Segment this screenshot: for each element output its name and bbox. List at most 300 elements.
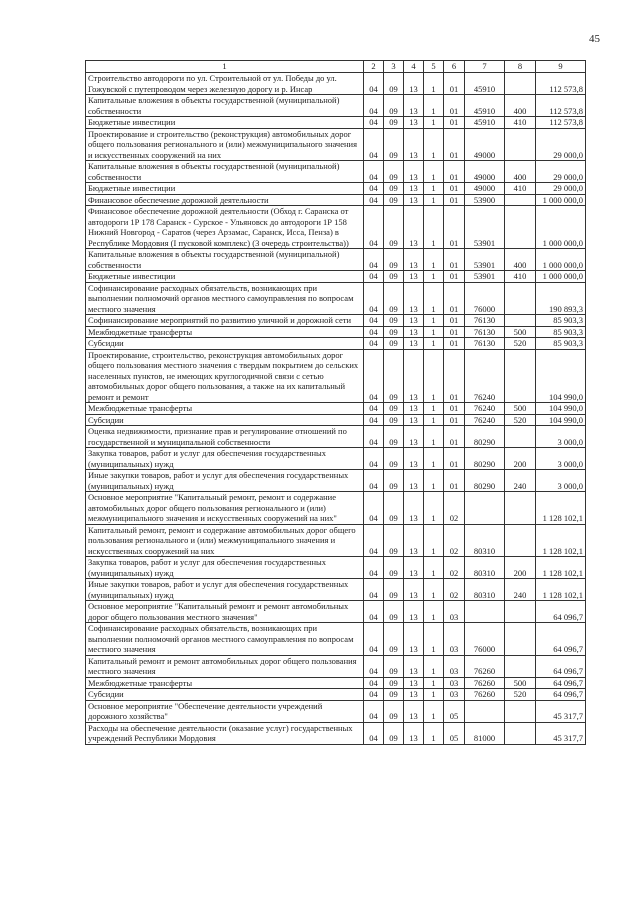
program-cell: 13 <box>404 524 424 557</box>
expense-type-cell <box>505 655 536 677</box>
activity-cell: 01 <box>444 448 465 470</box>
subprogram-cell: 1 <box>424 161 444 183</box>
activity-cell: 01 <box>444 338 465 350</box>
activity-cell: 03 <box>444 677 465 689</box>
program-cell: 13 <box>404 282 424 315</box>
subsection-cell: 09 <box>384 426 404 448</box>
table-row <box>86 601 586 623</box>
activity-cell: 03 <box>444 655 465 677</box>
activity-cell: 02 <box>444 557 465 579</box>
description-cell: Финансовое обеспечение дорожной деятельности (Обход г. Саранска от автодороги 1Р 178 Саранск - Сурское - Ульяновск до автодороги 1Р 158 Нижний Новгород - Саратов (через Арзамас, Саранск, Исса, Пенза) в Республике Мордовия (I пусковой комплекс) (3 очередь строительства)) <box>86 206 364 249</box>
direction-cell: 80310 <box>465 557 505 579</box>
subsection-cell: 09 <box>384 326 404 338</box>
amount-cell: 1 000 000,0 <box>536 194 586 206</box>
program-cell: 13 <box>404 623 424 656</box>
amount-cell: 1 000 000,0 <box>536 249 586 271</box>
subsection-cell: 09 <box>384 315 404 327</box>
activity-cell: 01 <box>444 128 465 161</box>
activity-cell: 01 <box>444 315 465 327</box>
subprogram-cell: 1 <box>424 492 444 525</box>
section-cell: 04 <box>364 128 384 161</box>
direction-cell: 76000 <box>465 282 505 315</box>
description-cell: Бюджетные инвестиции <box>86 183 364 195</box>
subprogram-cell: 1 <box>424 117 444 129</box>
subsection-cell: 09 <box>384 349 404 403</box>
header-cell: 9 <box>536 61 586 73</box>
section-cell: 04 <box>364 194 384 206</box>
expense-type-cell <box>505 722 536 744</box>
amount-cell: 45 317,7 <box>536 700 586 722</box>
subsection-cell: 09 <box>384 601 404 623</box>
amount-cell: 64 096,7 <box>536 655 586 677</box>
subprogram-cell: 1 <box>424 524 444 557</box>
direction-cell: 76240 <box>465 403 505 415</box>
subsection-cell: 09 <box>384 524 404 557</box>
subprogram-cell: 1 <box>424 282 444 315</box>
amount-cell: 104 990,0 <box>536 349 586 403</box>
description-cell: Капитальный ремонт, ремонт и содержание автомобильных дорог общего пользования регионального и (или) межмуниципального значения и искусственных сооружений на них <box>86 524 364 557</box>
description-cell: Расходы на обеспечение деятельности (оказание услуг) государственных учреждений Республики Мордовия <box>86 722 364 744</box>
subsection-cell: 09 <box>384 95 404 117</box>
page-number: 45 <box>589 33 600 45</box>
description-cell: Строительство автодороги по ул. Строительной от ул. Победы до ул. Гожувской с путепроводом через железную дорогу и р. Инсар <box>86 73 364 95</box>
table-row <box>86 689 586 701</box>
expense-type-cell: 410 <box>505 183 536 195</box>
header-cell: 5 <box>424 61 444 73</box>
expense-type-cell: 410 <box>505 117 536 129</box>
header-row <box>86 61 586 73</box>
amount-cell: 1 000 000,0 <box>536 206 586 249</box>
table-row <box>86 315 586 327</box>
subprogram-cell: 1 <box>424 206 444 249</box>
description-cell: Софинансирование расходных обязательств, возникающих при выполнении полномочий органов местного самоуправления по вопросам местного значения <box>86 282 364 315</box>
expense-type-cell <box>505 623 536 656</box>
section-cell: 04 <box>364 161 384 183</box>
direction-cell: 80310 <box>465 579 505 601</box>
subprogram-cell: 1 <box>424 249 444 271</box>
direction-cell <box>465 492 505 525</box>
description-cell: Иные закупки товаров, работ и услуг для обеспечения государственных (муниципальных) нужд <box>86 470 364 492</box>
amount-cell: 85 903,3 <box>536 326 586 338</box>
section-cell: 04 <box>364 326 384 338</box>
program-cell: 13 <box>404 579 424 601</box>
table-row <box>86 470 586 492</box>
direction-cell: 45910 <box>465 117 505 129</box>
subsection-cell: 09 <box>384 655 404 677</box>
activity-cell: 01 <box>444 271 465 283</box>
subprogram-cell: 1 <box>424 677 444 689</box>
header-cell: 6 <box>444 61 465 73</box>
section-cell: 04 <box>364 579 384 601</box>
section-cell: 04 <box>364 315 384 327</box>
subsection-cell: 09 <box>384 338 404 350</box>
section-cell: 04 <box>364 403 384 415</box>
description-cell: Основное мероприятие "Обеспечение деятельности учреждений дорожного хозяйства" <box>86 700 364 722</box>
expense-type-cell: 410 <box>505 271 536 283</box>
direction-cell: 76130 <box>465 326 505 338</box>
description-cell: Межбюджетные трансферты <box>86 326 364 338</box>
expense-type-cell <box>505 128 536 161</box>
table-row <box>86 338 586 350</box>
subprogram-cell: 1 <box>424 73 444 95</box>
header-cell: 8 <box>505 61 536 73</box>
expense-type-cell: 520 <box>505 338 536 350</box>
subsection-cell: 09 <box>384 117 404 129</box>
expense-type-cell: 520 <box>505 414 536 426</box>
section-cell: 04 <box>364 470 384 492</box>
table-row <box>86 623 586 656</box>
amount-cell: 29 000,0 <box>536 183 586 195</box>
amount-cell: 1 128 102,1 <box>536 492 586 525</box>
activity-cell: 01 <box>444 73 465 95</box>
program-cell: 13 <box>404 194 424 206</box>
expense-type-cell <box>505 700 536 722</box>
expense-type-cell <box>505 282 536 315</box>
amount-cell: 1 128 102,1 <box>536 579 586 601</box>
expense-type-cell <box>505 601 536 623</box>
description-cell: Субсидии <box>86 414 364 426</box>
direction-cell: 80290 <box>465 448 505 470</box>
description-cell: Закупка товаров, работ и услуг для обеспечения государственных (муниципальных) нужд <box>86 448 364 470</box>
direction-cell: 76260 <box>465 689 505 701</box>
subsection-cell: 09 <box>384 194 404 206</box>
activity-cell: 01 <box>444 117 465 129</box>
section-cell: 04 <box>364 677 384 689</box>
activity-cell: 01 <box>444 349 465 403</box>
description-cell: Капитальные вложения в объекты государственной (муниципальной) собственности <box>86 95 364 117</box>
program-cell: 13 <box>404 557 424 579</box>
description-cell: Субсидии <box>86 689 364 701</box>
table-row <box>86 128 586 161</box>
subprogram-cell: 1 <box>424 338 444 350</box>
table-row <box>86 249 586 271</box>
table-row <box>86 403 586 415</box>
section-cell: 04 <box>364 249 384 271</box>
subprogram-cell: 1 <box>424 271 444 283</box>
amount-cell: 104 990,0 <box>536 403 586 415</box>
direction-cell: 49000 <box>465 161 505 183</box>
description-cell: Софинансирование расходных обязательств, возникающих при выполнении полномочий органов местного самоуправления по вопросам местного значения <box>86 623 364 656</box>
table-row <box>86 492 586 525</box>
direction-cell <box>465 700 505 722</box>
section-cell: 04 <box>364 414 384 426</box>
description-cell: Бюджетные инвестиции <box>86 271 364 283</box>
subprogram-cell: 1 <box>424 689 444 701</box>
expense-type-cell: 500 <box>505 677 536 689</box>
amount-cell: 112 573,8 <box>536 95 586 117</box>
header-cell: 2 <box>364 61 384 73</box>
direction-cell: 53900 <box>465 194 505 206</box>
section-cell: 04 <box>364 95 384 117</box>
activity-cell: 01 <box>444 326 465 338</box>
expense-type-cell: 400 <box>505 161 536 183</box>
expense-type-cell <box>505 349 536 403</box>
activity-cell: 01 <box>444 183 465 195</box>
program-cell: 13 <box>404 349 424 403</box>
header-cell: 3 <box>384 61 404 73</box>
amount-cell: 1 128 102,1 <box>536 557 586 579</box>
program-cell: 13 <box>404 338 424 350</box>
direction-cell: 76260 <box>465 677 505 689</box>
expense-type-cell: 500 <box>505 326 536 338</box>
activity-cell: 01 <box>444 249 465 271</box>
section-cell: 04 <box>364 492 384 525</box>
program-cell: 13 <box>404 326 424 338</box>
expense-type-cell: 520 <box>505 689 536 701</box>
table-row <box>86 448 586 470</box>
amount-cell: 112 573,8 <box>536 117 586 129</box>
subsection-cell: 09 <box>384 677 404 689</box>
program-cell: 13 <box>404 700 424 722</box>
subsection-cell: 09 <box>384 557 404 579</box>
table-row <box>86 282 586 315</box>
section-cell: 04 <box>364 183 384 195</box>
direction-cell: 76000 <box>465 623 505 656</box>
program-cell: 13 <box>404 271 424 283</box>
program-cell: 13 <box>404 426 424 448</box>
section-cell: 04 <box>364 448 384 470</box>
program-cell: 13 <box>404 128 424 161</box>
subsection-cell: 09 <box>384 579 404 601</box>
section-cell: 04 <box>364 338 384 350</box>
activity-cell: 05 <box>444 722 465 744</box>
section-cell: 04 <box>364 700 384 722</box>
section-cell: 04 <box>364 282 384 315</box>
description-cell: Закупка товаров, работ и услуг для обеспечения государственных (муниципальных) нужд <box>86 557 364 579</box>
direction-cell: 53901 <box>465 249 505 271</box>
subprogram-cell: 1 <box>424 414 444 426</box>
table-row <box>86 524 586 557</box>
section-cell: 04 <box>364 426 384 448</box>
activity-cell: 01 <box>444 470 465 492</box>
amount-cell: 29 000,0 <box>536 161 586 183</box>
subsection-cell: 09 <box>384 73 404 95</box>
direction-cell: 76260 <box>465 655 505 677</box>
subprogram-cell: 1 <box>424 470 444 492</box>
program-cell: 13 <box>404 183 424 195</box>
activity-cell: 03 <box>444 601 465 623</box>
expense-type-cell <box>505 73 536 95</box>
description-cell: Финансовое обеспечение дорожной деятельности <box>86 194 364 206</box>
description-cell: Капитальные вложения в объекты государственной (муниципальной) собственности <box>86 249 364 271</box>
subprogram-cell: 1 <box>424 700 444 722</box>
section-cell: 04 <box>364 73 384 95</box>
subprogram-cell: 1 <box>424 349 444 403</box>
table-row <box>86 579 586 601</box>
direction-cell: 76240 <box>465 349 505 403</box>
subsection-cell: 09 <box>384 722 404 744</box>
table-row <box>86 161 586 183</box>
subsection-cell: 09 <box>384 414 404 426</box>
program-cell: 13 <box>404 492 424 525</box>
section-cell: 04 <box>364 623 384 656</box>
direction-cell: 49000 <box>465 183 505 195</box>
subprogram-cell: 1 <box>424 426 444 448</box>
subprogram-cell: 1 <box>424 722 444 744</box>
section-cell: 04 <box>364 557 384 579</box>
description-cell: Межбюджетные трансферты <box>86 403 364 415</box>
amount-cell: 85 903,3 <box>536 338 586 350</box>
description-cell: Межбюджетные трансферты <box>86 677 364 689</box>
program-cell: 13 <box>404 414 424 426</box>
subprogram-cell: 1 <box>424 623 444 656</box>
activity-cell: 03 <box>444 623 465 656</box>
amount-cell: 190 893,3 <box>536 282 586 315</box>
amount-cell: 64 096,7 <box>536 677 586 689</box>
description-cell: Софинансирование мероприятий по развитию уличной и дорожной сети <box>86 315 364 327</box>
subsection-cell: 09 <box>384 206 404 249</box>
subsection-cell: 09 <box>384 470 404 492</box>
expense-type-cell: 400 <box>505 95 536 117</box>
amount-cell: 64 096,7 <box>536 689 586 701</box>
subsection-cell: 09 <box>384 183 404 195</box>
direction-cell: 76130 <box>465 338 505 350</box>
description-cell: Основное мероприятие "Капитальный ремонт, ремонт и содержание автомобильных дорог общего пользования регионального и (или) межмуниципального значения и искусственных сооружений на них" <box>86 492 364 525</box>
table-row <box>86 677 586 689</box>
direction-cell: 81000 <box>465 722 505 744</box>
program-cell: 13 <box>404 206 424 249</box>
expense-type-cell: 200 <box>505 448 536 470</box>
table-row <box>86 117 586 129</box>
direction-cell <box>465 601 505 623</box>
amount-cell: 3 000,0 <box>536 426 586 448</box>
direction-cell: 80290 <box>465 470 505 492</box>
activity-cell: 01 <box>444 282 465 315</box>
subsection-cell: 09 <box>384 282 404 315</box>
section-cell: 04 <box>364 601 384 623</box>
description-cell: Иные закупки товаров, работ и услуг для обеспечения государственных (муниципальных) нужд <box>86 579 364 601</box>
section-cell: 04 <box>364 206 384 249</box>
table-row <box>86 349 586 403</box>
subprogram-cell: 1 <box>424 183 444 195</box>
direction-cell: 53901 <box>465 206 505 249</box>
subprogram-cell: 1 <box>424 326 444 338</box>
section-cell: 04 <box>364 349 384 403</box>
activity-cell: 01 <box>444 95 465 117</box>
activity-cell: 05 <box>444 700 465 722</box>
subprogram-cell: 1 <box>424 128 444 161</box>
activity-cell: 01 <box>444 206 465 249</box>
program-cell: 13 <box>404 601 424 623</box>
program-cell: 13 <box>404 95 424 117</box>
table-row <box>86 414 586 426</box>
activity-cell: 02 <box>444 492 465 525</box>
amount-cell: 64 096,7 <box>536 601 586 623</box>
section-cell: 04 <box>364 655 384 677</box>
program-cell: 13 <box>404 249 424 271</box>
direction-cell: 45910 <box>465 73 505 95</box>
amount-cell: 64 096,7 <box>536 623 586 656</box>
amount-cell: 85 903,3 <box>536 315 586 327</box>
activity-cell: 01 <box>444 403 465 415</box>
subsection-cell: 09 <box>384 700 404 722</box>
table-row <box>86 722 586 744</box>
expense-type-cell <box>505 315 536 327</box>
subsection-cell: 09 <box>384 271 404 283</box>
subprogram-cell: 1 <box>424 194 444 206</box>
amount-cell: 3 000,0 <box>536 448 586 470</box>
table-row <box>86 426 586 448</box>
table-row <box>86 183 586 195</box>
subsection-cell: 09 <box>384 249 404 271</box>
description-cell: Капитальные вложения в объекты государственной (муниципальной) собственности <box>86 161 364 183</box>
expense-type-cell <box>505 206 536 249</box>
section-cell: 04 <box>364 117 384 129</box>
header-cell: 1 <box>86 61 364 73</box>
subsection-cell: 09 <box>384 403 404 415</box>
table-row <box>86 194 586 206</box>
activity-cell: 03 <box>444 689 465 701</box>
table-row <box>86 655 586 677</box>
budget-table-container <box>85 60 586 745</box>
direction-cell: 76240 <box>465 414 505 426</box>
subsection-cell: 09 <box>384 492 404 525</box>
expense-type-cell <box>505 524 536 557</box>
table-row <box>86 73 586 95</box>
direction-cell: 49000 <box>465 128 505 161</box>
description-cell: Оценка недвижимости, признание прав и регулирование отношений по государственной и муниципальной собственности <box>86 426 364 448</box>
subprogram-cell: 1 <box>424 448 444 470</box>
direction-cell: 80310 <box>465 524 505 557</box>
direction-cell: 53901 <box>465 271 505 283</box>
expense-type-cell <box>505 426 536 448</box>
activity-cell: 01 <box>444 194 465 206</box>
activity-cell: 01 <box>444 161 465 183</box>
subsection-cell: 09 <box>384 128 404 161</box>
description-cell: Проектирование и строительство (реконструкция) автомобильных дорог общего пользования регионального и (или) межмуниципального значения и искусственных сооружений на них <box>86 128 364 161</box>
activity-cell: 02 <box>444 524 465 557</box>
table-row <box>86 557 586 579</box>
program-cell: 13 <box>404 403 424 415</box>
subprogram-cell: 1 <box>424 315 444 327</box>
amount-cell: 1 128 102,1 <box>536 524 586 557</box>
header-cell: 7 <box>465 61 505 73</box>
subprogram-cell: 1 <box>424 557 444 579</box>
activity-cell: 01 <box>444 426 465 448</box>
table-row <box>86 95 586 117</box>
subprogram-cell: 1 <box>424 403 444 415</box>
program-cell: 13 <box>404 677 424 689</box>
program-cell: 13 <box>404 722 424 744</box>
amount-cell: 1 000 000,0 <box>536 271 586 283</box>
subsection-cell: 09 <box>384 448 404 470</box>
section-cell: 04 <box>364 722 384 744</box>
table-row <box>86 206 586 249</box>
description-cell: Капитальный ремонт и ремонт автомобильных дорог общего пользования местного значения <box>86 655 364 677</box>
direction-cell: 45910 <box>465 95 505 117</box>
program-cell: 13 <box>404 689 424 701</box>
program-cell: 13 <box>404 448 424 470</box>
activity-cell: 02 <box>444 579 465 601</box>
expense-type-cell <box>505 194 536 206</box>
subprogram-cell: 1 <box>424 601 444 623</box>
description-cell: Проектирование, строительство, реконструкция автомобильных дорог общего пользования местного значения с твердым покрытием до сельских населенных пунктов, не имеющих круглогодичной связи с сетью автомобильных дорог общего пользования, а также на их капитальный ремонт и ремонт <box>86 349 364 403</box>
table-body <box>86 73 586 745</box>
direction-cell: 76130 <box>465 315 505 327</box>
section-cell: 04 <box>364 524 384 557</box>
expense-type-cell: 240 <box>505 470 536 492</box>
subsection-cell: 09 <box>384 623 404 656</box>
subprogram-cell: 1 <box>424 655 444 677</box>
expense-type-cell: 200 <box>505 557 536 579</box>
table-row <box>86 271 586 283</box>
direction-cell: 80290 <box>465 426 505 448</box>
subsection-cell: 09 <box>384 689 404 701</box>
subprogram-cell: 1 <box>424 579 444 601</box>
program-cell: 13 <box>404 73 424 95</box>
activity-cell: 01 <box>444 414 465 426</box>
amount-cell: 45 317,7 <box>536 722 586 744</box>
